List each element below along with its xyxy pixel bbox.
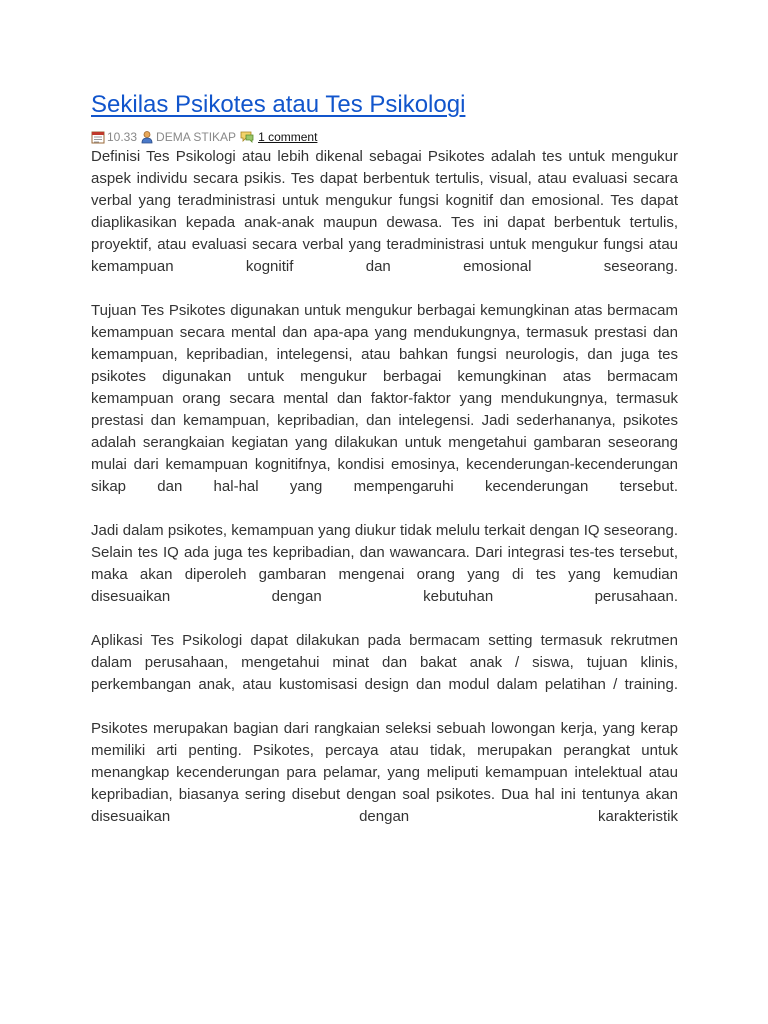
post-title [91,88,678,122]
user-icon [140,130,154,144]
comment-icon [240,130,254,144]
calendar-icon [91,130,105,144]
comments-link[interactable]: 1 comment [258,130,318,144]
post-meta [91,128,678,146]
post-paragraph: Definisi Tes Psikologi atau lebih dikenal sebagai Psikotes adalah tes untuk mengukur aspek individu secara psikis. Tes dapat berbentuk tertulis, visual, atau evaluasi secara verbal yang teradministrasi untuk mengukur fungsi kognitif dan emosional. Tes dapat diaplikasikan kepada anak-anak maupun dewasa. Tes ini dapat berbentuk tertulis, proyektif, atau evaluasi secara verbal yang teradministrasi untuk mengukur fungsi atau kemampuan kognitif dan emosional seseorang. [91,148,678,275]
post-paragraph: Aplikasi Tes Psikologi dapat dilakukan pada bermacam setting termasuk rekrutmen dalam perusahaan, mengetahui minat dan bakat anak / siswa, tujuan klinis, perkembangan anak, atau kustomisasi design dan modul dalam pelatihan / training. [91,632,678,693]
post-time: 10.33 [107,130,138,144]
post-paragraph: Tujuan Tes Psikotes digunakan untuk mengukur berbagai kemungkinan atas bermacam kemampuan secara mental dan apa-apa yang mendukungnya, termasuk prestasi dan kemampuan, kepribadian, intelegensi, atau bahkan fungsi neurologis, dan juga tes psikotes digunakan untuk mengukur berbagai kemungkinan atas bermacam kemampuan orang secara mental dan faktor-faktor yang mendukungnya, termasuk prestasi dan kemampuan, kepribadian, dan intelegensi. Jadi sederhananya, psikotes adalah serangkaian kegiatan yang dilakukan untuk mengetahui gambaran seseorang mulai dari kemampuan kognitifnya, kondisi emosinya, kecenderungan-kecenderungan sikap dan hal-hal yang mempengaruhi kecenderungan tersebut. [91,302,678,495]
post-paragraph: Jadi dalam psikotes, kemampuan yang diukur tidak melulu terkait dengan IQ seseorang. Selain tes IQ ada juga tes kepribadian, dan wawancara. Dari integrasi tes-tes tersebut, maka akan diperoleh gambaran mengenai orang yang di tes yang kemudian disesuaikan dengan kebutuhan perusahaan. [91,522,678,605]
post-paragraph: Psikotes merupakan bagian dari rangkaian seleksi sebuah lowongan kerja, yang kerap memiliki arti penting. Psikotes, percaya atau tidak, merupakan perangkat untuk menangkap kecenderungan para pelamar, yang meliputi kemampuan intelektual atau kepribadian, biasanya sering disebut dengan soal psikotes. Dua hal ini tentunya akan disesuaikan dengan karakteristik [91,720,678,825]
post-author: DEMA STIKAP [156,130,237,144]
blog-post [91,88,678,828]
post-title-link[interactable]: Sekilas Psikotes atau Tes Psikologi [91,91,466,118]
